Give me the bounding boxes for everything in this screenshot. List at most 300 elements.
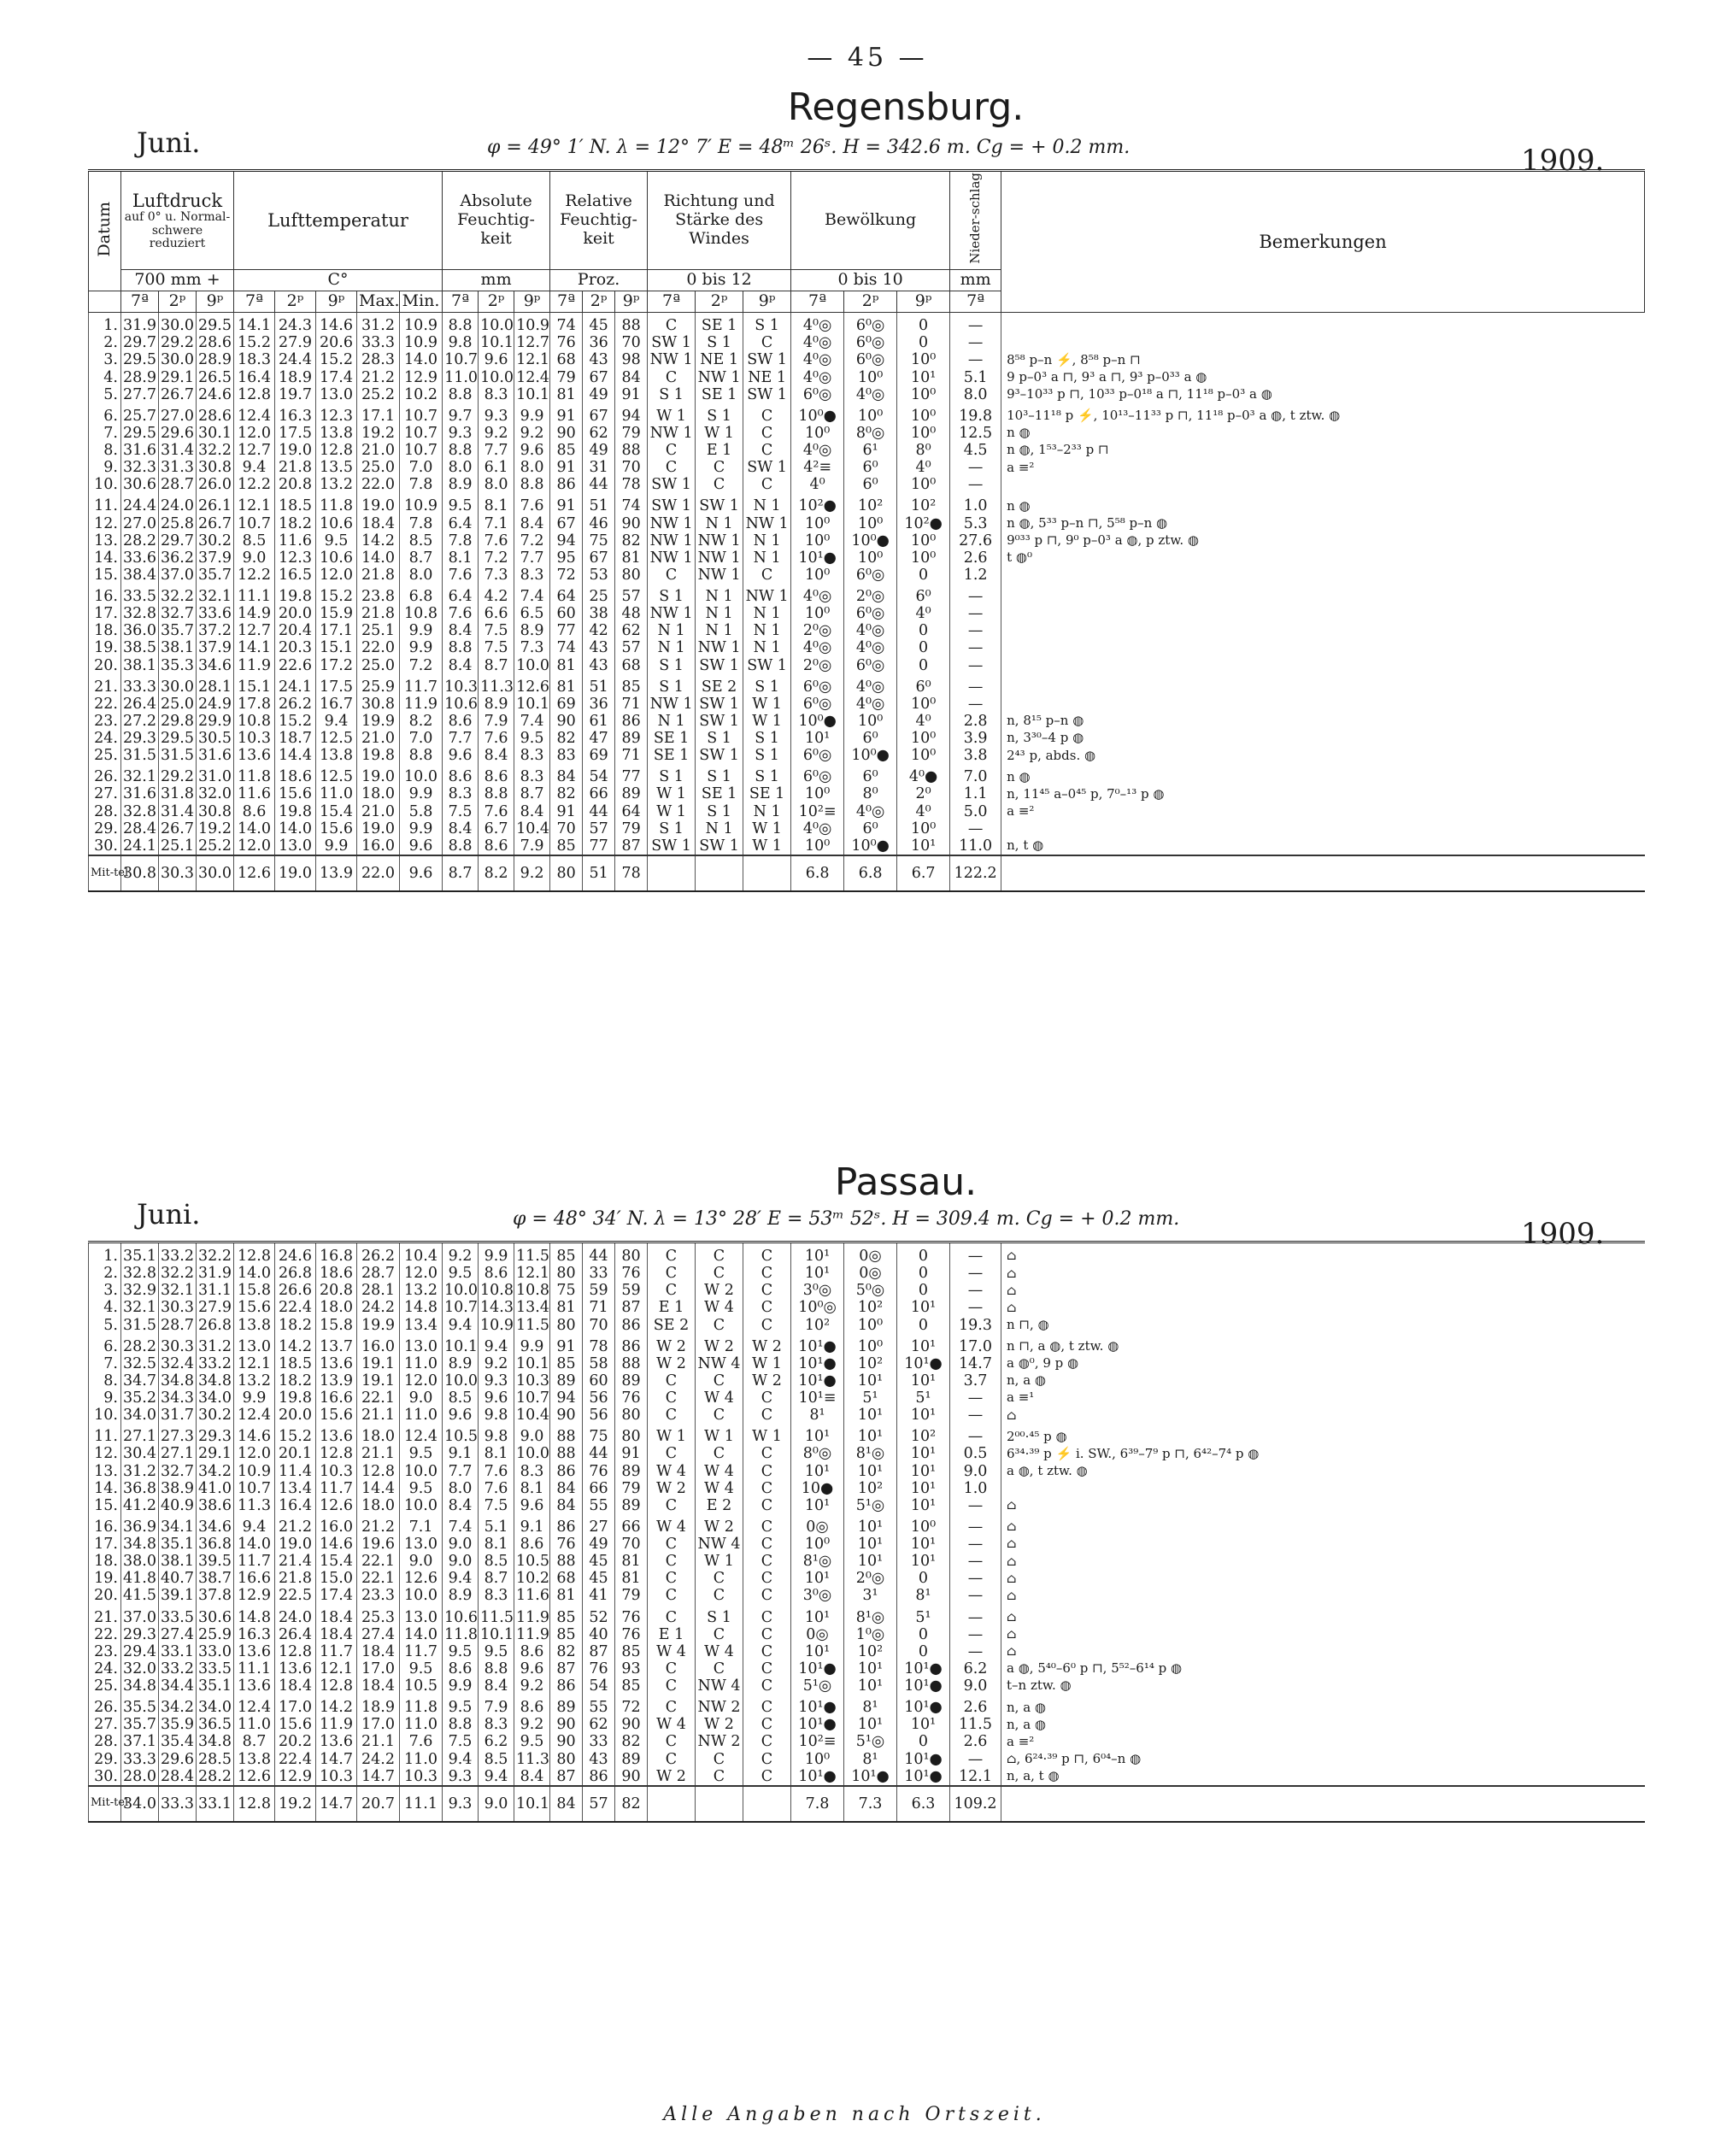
data-cell: N 1 bbox=[648, 639, 696, 656]
data-cell: 10⁰● bbox=[791, 713, 844, 730]
data-cell: C bbox=[696, 1570, 743, 1587]
table-row bbox=[89, 386, 1645, 403]
date-cell: 2. bbox=[89, 1265, 121, 1282]
data-cell: 10.1 bbox=[479, 1626, 514, 1643]
data-cell: 21.2 bbox=[357, 369, 400, 386]
data-cell: C bbox=[648, 1389, 696, 1407]
data-cell: 2⁰◎ bbox=[844, 1570, 897, 1587]
data-cell: NW 4 bbox=[696, 1355, 743, 1372]
data-cell: 6⁰◎ bbox=[791, 747, 844, 764]
data-cell: 16.8 bbox=[316, 1242, 357, 1266]
data-cell: 9.6 bbox=[443, 1407, 479, 1424]
data-cell: 72 bbox=[550, 567, 583, 584]
data-cell: 11.1 bbox=[234, 1660, 275, 1677]
data-cell: C bbox=[696, 1265, 743, 1282]
date-cell: 23. bbox=[89, 1643, 121, 1660]
data-cell: 15.2 bbox=[316, 584, 357, 605]
data-cell: 7.6 bbox=[400, 1733, 443, 1750]
data-cell: NW 1 bbox=[696, 369, 743, 386]
data-cell: N 1 bbox=[696, 515, 743, 532]
date-cell: 11. bbox=[89, 1424, 121, 1445]
data-cell: 66 bbox=[583, 1480, 615, 1497]
data-cell: 31.1 bbox=[197, 1282, 234, 1299]
data-cell: 10⁰ bbox=[844, 1334, 897, 1355]
data-cell: C bbox=[743, 1299, 791, 1316]
data-cell: 34.3 bbox=[159, 1389, 197, 1407]
data-cell: 10⁰● bbox=[844, 747, 897, 764]
data-cell: 57 bbox=[583, 820, 615, 837]
data-cell: SW 1 bbox=[696, 837, 743, 855]
data-cell: 7.7 bbox=[514, 549, 550, 567]
data-cell: 33.6 bbox=[197, 605, 234, 622]
data-cell: 29.1 bbox=[159, 369, 197, 386]
remark-cell: n ⊓, ◍ bbox=[1001, 1317, 1646, 1334]
data-cell: C bbox=[648, 1242, 696, 1266]
data-cell: 10⁰ bbox=[791, 1751, 844, 1768]
mean-cell: 11.1 bbox=[400, 1786, 443, 1822]
data-cell: NW 1 bbox=[648, 549, 696, 567]
data-cell: 22.1 bbox=[357, 1553, 400, 1570]
table-row bbox=[89, 313, 1645, 335]
data-cell: 10.3 bbox=[514, 1372, 550, 1389]
data-cell: 7.8 bbox=[400, 476, 443, 493]
data-cell: 24.2 bbox=[357, 1299, 400, 1316]
date-cell: 11. bbox=[89, 493, 121, 514]
data-cell: 13.6 bbox=[316, 1733, 357, 1750]
remark-cell bbox=[1001, 639, 1645, 656]
data-cell: 10.3 bbox=[400, 1768, 443, 1786]
data-cell: 10¹ bbox=[897, 1463, 950, 1480]
mean-cell: 6.8 bbox=[791, 855, 844, 891]
data-cell: 69 bbox=[583, 747, 615, 764]
header-bewoelkung: Bewölkung bbox=[791, 171, 950, 270]
data-cell: 31.6 bbox=[121, 785, 159, 802]
data-cell: 36.0 bbox=[121, 622, 159, 639]
data-cell: 5¹◎ bbox=[844, 1733, 897, 1750]
data-cell: 12.9 bbox=[275, 1768, 316, 1786]
data-cell: 7.3 bbox=[479, 567, 514, 584]
data-cell: 53 bbox=[583, 567, 615, 584]
data-cell: 28.2 bbox=[121, 532, 159, 549]
data-cell: 90 bbox=[550, 1407, 583, 1424]
data-cell: 8.3 bbox=[514, 764, 550, 785]
data-cell: 34.1 bbox=[159, 1514, 197, 1536]
data-cell: 9.4 bbox=[443, 1317, 479, 1334]
table-row bbox=[89, 1587, 1646, 1604]
data-cell: 10.7 bbox=[400, 442, 443, 459]
data-cell: 75 bbox=[583, 532, 615, 549]
data-cell: 85 bbox=[550, 1242, 583, 1266]
data-cell: 74 bbox=[615, 493, 648, 514]
data-cell: 82 bbox=[550, 785, 583, 802]
data-cell: 10.0 bbox=[479, 369, 514, 386]
data-cell: 55 bbox=[583, 1695, 615, 1716]
data-cell: 29.3 bbox=[121, 1626, 159, 1643]
data-cell: 27 bbox=[583, 1514, 615, 1536]
data-cell: 4⁰ bbox=[897, 803, 950, 820]
data-cell: 19.0 bbox=[275, 442, 316, 459]
data-cell: 24.6 bbox=[275, 1242, 316, 1266]
data-cell: NW 4 bbox=[696, 1536, 743, 1553]
data-cell: 21.1 bbox=[357, 1407, 400, 1424]
data-cell: E 1 bbox=[696, 442, 743, 459]
data-cell: 10¹● bbox=[791, 1372, 844, 1389]
table-row bbox=[89, 1626, 1646, 1643]
data-cell: 7.6 bbox=[443, 567, 479, 584]
station-title-regensburg: Regensburg. bbox=[787, 85, 1025, 129]
data-cell: 9.2 bbox=[514, 1677, 550, 1695]
remark-cell: ⌂ bbox=[1001, 1282, 1646, 1299]
data-cell: 35.7 bbox=[197, 567, 234, 584]
data-cell: 12.1 bbox=[234, 493, 275, 514]
data-cell: 30.0 bbox=[159, 351, 197, 368]
data-cell: 4⁰◎ bbox=[844, 803, 897, 820]
data-cell: 10¹● bbox=[897, 1677, 950, 1695]
data-cell: 26.7 bbox=[197, 515, 234, 532]
data-cell: — bbox=[950, 696, 1001, 713]
data-cell: 27.9 bbox=[197, 1299, 234, 1316]
data-cell: 9.5 bbox=[443, 1695, 479, 1716]
data-cell: 31.5 bbox=[121, 747, 159, 764]
data-cell: 11.8 bbox=[443, 1626, 479, 1643]
data-cell: W 2 bbox=[648, 1768, 696, 1786]
data-cell: 12.4 bbox=[234, 1407, 275, 1424]
data-cell: 10¹● bbox=[897, 1768, 950, 1786]
data-cell: 2.8 bbox=[950, 713, 1001, 730]
data-cell: 7.0 bbox=[950, 764, 1001, 785]
data-cell: 18.9 bbox=[357, 1695, 400, 1716]
data-cell: 22.4 bbox=[275, 1299, 316, 1316]
data-cell: 24.3 bbox=[275, 313, 316, 335]
data-cell: 8.9 bbox=[443, 476, 479, 493]
data-cell: 29.3 bbox=[197, 1424, 234, 1445]
data-cell: W 4 bbox=[648, 1463, 696, 1480]
data-cell: 10⁰ bbox=[897, 696, 950, 713]
data-cell: 7.8 bbox=[443, 532, 479, 549]
data-cell: 10⁰ bbox=[844, 515, 897, 532]
data-cell: 14.0 bbox=[400, 1626, 443, 1643]
data-cell: 89 bbox=[615, 785, 648, 802]
data-cell: 26.8 bbox=[197, 1317, 234, 1334]
data-cell: 8.1 bbox=[443, 549, 479, 567]
table-row bbox=[89, 730, 1645, 747]
data-cell: W 4 bbox=[648, 1643, 696, 1660]
data-cell: 16.3 bbox=[234, 1626, 275, 1643]
data-cell: 45 bbox=[583, 1553, 615, 1570]
data-cell: 9.9 bbox=[316, 837, 357, 855]
data-cell: 39.1 bbox=[159, 1587, 197, 1604]
data-cell: 25.9 bbox=[197, 1626, 234, 1643]
data-cell: 14.1 bbox=[234, 313, 275, 335]
data-cell: 9.5 bbox=[400, 1660, 443, 1677]
obs-min: Min. bbox=[400, 291, 443, 313]
data-cell: 62 bbox=[615, 622, 648, 639]
date-cell: 12. bbox=[89, 1445, 121, 1462]
precip-sum: 109.2 bbox=[950, 1786, 1001, 1822]
data-cell: 10¹ bbox=[844, 1660, 897, 1677]
data-cell: S 1 bbox=[743, 764, 791, 785]
data-cell: 9.3 bbox=[479, 1372, 514, 1389]
data-cell: 10⁰ bbox=[791, 605, 844, 622]
data-cell: 10.0 bbox=[443, 1372, 479, 1389]
data-cell: C bbox=[648, 1445, 696, 1462]
date-cell: 7. bbox=[89, 425, 121, 442]
data-cell: C bbox=[743, 1242, 791, 1266]
data-cell: 85 bbox=[550, 1355, 583, 1372]
data-cell: 10¹● bbox=[844, 1768, 897, 1786]
data-cell: 19.0 bbox=[357, 493, 400, 514]
data-cell: 9.6 bbox=[514, 1660, 550, 1677]
data-cell: 10¹ bbox=[791, 1570, 844, 1587]
data-cell: 10⁰ bbox=[844, 1317, 897, 1334]
data-cell: 10.4 bbox=[514, 1407, 550, 1424]
data-cell: 19.2 bbox=[357, 425, 400, 442]
data-cell: W 1 bbox=[696, 1424, 743, 1445]
data-cell: SE 2 bbox=[648, 1317, 696, 1334]
data-cell: 3.9 bbox=[950, 730, 1001, 747]
table-row bbox=[89, 1677, 1646, 1695]
data-cell: SW 1 bbox=[648, 334, 696, 351]
obs-time: 7ª bbox=[443, 291, 479, 313]
obs-time: 9ᵖ bbox=[897, 291, 950, 313]
data-cell: 80 bbox=[550, 1751, 583, 1768]
data-cell: 22.0 bbox=[357, 639, 400, 656]
data-cell: 6.7 bbox=[479, 820, 514, 837]
data-cell: 89 bbox=[615, 1497, 648, 1514]
data-cell: 31.3 bbox=[159, 459, 197, 476]
data-cell: 0◎ bbox=[791, 1626, 844, 1643]
data-cell: SW 1 bbox=[696, 657, 743, 674]
data-cell: 4⁰ bbox=[897, 713, 950, 730]
data-cell: 10⁰ bbox=[791, 837, 844, 855]
data-cell: 66 bbox=[615, 1514, 648, 1536]
remark-cell: n, 8¹⁵ p–n ◍ bbox=[1001, 713, 1645, 730]
data-cell: W 4 bbox=[696, 1480, 743, 1497]
date-cell: 18. bbox=[89, 622, 121, 639]
data-cell: 79 bbox=[615, 1587, 648, 1604]
date-cell: 29. bbox=[89, 820, 121, 837]
data-cell: 10.9 bbox=[400, 493, 443, 514]
data-cell: 31.5 bbox=[121, 1317, 159, 1334]
data-cell: 80 bbox=[615, 567, 648, 584]
data-cell: 44 bbox=[583, 1242, 615, 1266]
remark-cell bbox=[1001, 567, 1645, 584]
data-cell: 9.0 bbox=[950, 1677, 1001, 1695]
mean-cell: 22.0 bbox=[357, 855, 400, 891]
data-cell: N 1 bbox=[743, 803, 791, 820]
data-cell: 0◎ bbox=[844, 1265, 897, 1282]
data-cell: 84 bbox=[615, 369, 648, 386]
data-cell: C bbox=[696, 1445, 743, 1462]
data-cell: 4⁰ bbox=[897, 605, 950, 622]
data-cell: 31.6 bbox=[197, 747, 234, 764]
table-row bbox=[89, 696, 1645, 713]
data-cell: 9.4 bbox=[443, 1570, 479, 1587]
obs-time: 7ª bbox=[121, 291, 159, 313]
obs-time: 9ᵖ bbox=[316, 291, 357, 313]
obs-max: Max. bbox=[357, 291, 400, 313]
data-cell: 82 bbox=[550, 730, 583, 747]
data-cell: 20.1 bbox=[275, 1445, 316, 1462]
data-cell: 85 bbox=[615, 1643, 648, 1660]
data-cell: 76 bbox=[615, 1626, 648, 1643]
data-cell: 9.0 bbox=[443, 1553, 479, 1570]
data-cell: 30.8 bbox=[197, 459, 234, 476]
data-cell: 4.2 bbox=[479, 584, 514, 605]
mean-label: Mit-tel bbox=[89, 1786, 121, 1822]
data-cell: 32.9 bbox=[121, 1282, 159, 1299]
data-cell: 4⁰◎ bbox=[791, 639, 844, 656]
data-cell: 9.4 bbox=[316, 713, 357, 730]
data-cell: 14.4 bbox=[275, 747, 316, 764]
date-cell: 10. bbox=[89, 1407, 121, 1424]
data-cell: C bbox=[743, 442, 791, 459]
data-cell: 8⁰ bbox=[897, 442, 950, 459]
mean-cell bbox=[696, 1786, 743, 1822]
data-cell: 17.5 bbox=[275, 425, 316, 442]
data-cell: 14.0 bbox=[400, 351, 443, 368]
data-cell: SW 1 bbox=[696, 696, 743, 713]
data-cell: 15.6 bbox=[275, 785, 316, 802]
data-cell: 7.6 bbox=[479, 1480, 514, 1497]
data-cell: 19.9 bbox=[357, 1317, 400, 1334]
date-cell: 26. bbox=[89, 1695, 121, 1716]
data-cell: 22.6 bbox=[275, 657, 316, 674]
table-row bbox=[89, 1407, 1646, 1424]
data-cell: 86 bbox=[615, 713, 648, 730]
data-cell: 16.7 bbox=[316, 696, 357, 713]
data-cell: SE 2 bbox=[696, 674, 743, 696]
data-cell: 10¹ bbox=[791, 1497, 844, 1514]
table-row bbox=[89, 1334, 1646, 1355]
data-cell: 19.6 bbox=[357, 1536, 400, 1553]
data-cell: W 2 bbox=[648, 1334, 696, 1355]
data-cell: 7.6 bbox=[479, 532, 514, 549]
footer-note: Alle Angaben nach Ortszeit. bbox=[663, 2104, 1046, 2125]
data-cell: 10¹ bbox=[791, 1605, 844, 1626]
table-row bbox=[89, 442, 1645, 459]
data-cell: 27.3 bbox=[159, 1424, 197, 1445]
data-cell: 8.5 bbox=[479, 1553, 514, 1570]
data-cell: 8.1 bbox=[514, 1480, 550, 1497]
date-cell: 6. bbox=[89, 1334, 121, 1355]
data-cell: S 1 bbox=[743, 674, 791, 696]
data-cell: 33.6 bbox=[121, 549, 159, 567]
data-cell: 27.2 bbox=[121, 713, 159, 730]
mean-cell: 9.6 bbox=[400, 855, 443, 891]
data-cell: 40.7 bbox=[159, 1570, 197, 1587]
data-cell: 68 bbox=[550, 351, 583, 368]
data-cell: 10¹ bbox=[897, 1553, 950, 1570]
remark-cell: 9³–10³³ p ⊓, 10³³ p–0¹⁸ a ⊓, 11¹⁸ p–0³ a ◍ bbox=[1001, 386, 1645, 403]
data-cell: 30.3 bbox=[159, 1299, 197, 1316]
data-cell: 86 bbox=[550, 1514, 583, 1536]
data-cell: N 1 bbox=[743, 639, 791, 656]
obs-time: 7ª bbox=[791, 291, 844, 313]
data-cell: 8.0 bbox=[443, 459, 479, 476]
data-cell: 28.6 bbox=[197, 403, 234, 425]
data-cell: 33 bbox=[583, 1265, 615, 1282]
data-cell: 68 bbox=[550, 1570, 583, 1587]
mean-cell: 84 bbox=[550, 1786, 583, 1822]
data-cell: 28.4 bbox=[159, 1768, 197, 1786]
data-cell: 10¹● bbox=[897, 1660, 950, 1677]
data-cell: 59 bbox=[615, 1282, 648, 1299]
data-cell: 13.2 bbox=[316, 476, 357, 493]
data-cell: 10¹ bbox=[897, 1480, 950, 1497]
data-cell: 10¹● bbox=[791, 1716, 844, 1733]
data-cell: C bbox=[648, 1677, 696, 1695]
data-cell: 37.9 bbox=[197, 639, 234, 656]
data-cell: 12.1 bbox=[514, 351, 550, 368]
data-cell: 41 bbox=[583, 1587, 615, 1604]
data-cell: 10¹ bbox=[844, 1716, 897, 1733]
data-cell: 28.3 bbox=[357, 351, 400, 368]
data-cell: 25.0 bbox=[357, 657, 400, 674]
data-cell: 21.8 bbox=[357, 605, 400, 622]
data-cell: 34.8 bbox=[121, 1536, 159, 1553]
data-cell: 91 bbox=[550, 459, 583, 476]
data-cell: 41.2 bbox=[121, 1497, 159, 1514]
remark-cell: a ≡² bbox=[1001, 803, 1645, 820]
data-cell: 10¹ bbox=[844, 1514, 897, 1536]
mean-cell: 13.9 bbox=[316, 855, 357, 891]
data-cell: 27.4 bbox=[159, 1626, 197, 1643]
data-cell: 88 bbox=[615, 1355, 648, 1372]
data-cell: 12.0 bbox=[234, 837, 275, 855]
data-cell: 29.5 bbox=[159, 730, 197, 747]
data-cell: 14.6 bbox=[316, 1536, 357, 1553]
data-cell: W 4 bbox=[696, 1389, 743, 1407]
data-cell: W 2 bbox=[696, 1282, 743, 1299]
data-cell: 11.0 bbox=[400, 1407, 443, 1424]
data-cell: — bbox=[950, 1751, 1001, 1768]
data-cell: 13.6 bbox=[234, 1643, 275, 1660]
data-cell: 12.8 bbox=[316, 1677, 357, 1695]
data-cell: 10¹ bbox=[791, 1242, 844, 1266]
data-cell: 83 bbox=[550, 747, 583, 764]
date-cell: 15. bbox=[89, 1497, 121, 1514]
date-cell: 2. bbox=[89, 334, 121, 351]
data-cell: 8.6 bbox=[443, 713, 479, 730]
data-cell: 7.8 bbox=[400, 515, 443, 532]
remark-cell bbox=[1001, 696, 1645, 713]
data-cell: 14.6 bbox=[316, 313, 357, 335]
data-cell: 9.9 bbox=[400, 820, 443, 837]
data-cell: 18.7 bbox=[275, 730, 316, 747]
data-cell: 10¹● bbox=[791, 1695, 844, 1716]
data-cell: C bbox=[696, 1317, 743, 1334]
data-cell: 71 bbox=[615, 747, 648, 764]
data-cell: 4⁰◎ bbox=[844, 674, 897, 696]
data-cell: C bbox=[648, 1751, 696, 1768]
data-cell: 18.5 bbox=[275, 493, 316, 514]
remark-cell: n, a ◍ bbox=[1001, 1716, 1646, 1733]
data-cell: 10¹● bbox=[897, 1751, 950, 1768]
table-row bbox=[89, 1355, 1646, 1372]
data-cell: 31.9 bbox=[197, 1265, 234, 1282]
data-cell: 18.0 bbox=[357, 785, 400, 802]
data-cell: 87 bbox=[550, 1768, 583, 1786]
data-cell: 74 bbox=[550, 639, 583, 656]
data-cell: 77 bbox=[615, 764, 648, 785]
data-cell: — bbox=[950, 1626, 1001, 1643]
data-cell: NW 2 bbox=[696, 1733, 743, 1750]
data-cell: 8.1 bbox=[479, 1445, 514, 1462]
data-cell: C bbox=[648, 1407, 696, 1424]
year-label: 1909. bbox=[1521, 1217, 1605, 1251]
data-cell: W 1 bbox=[648, 803, 696, 820]
